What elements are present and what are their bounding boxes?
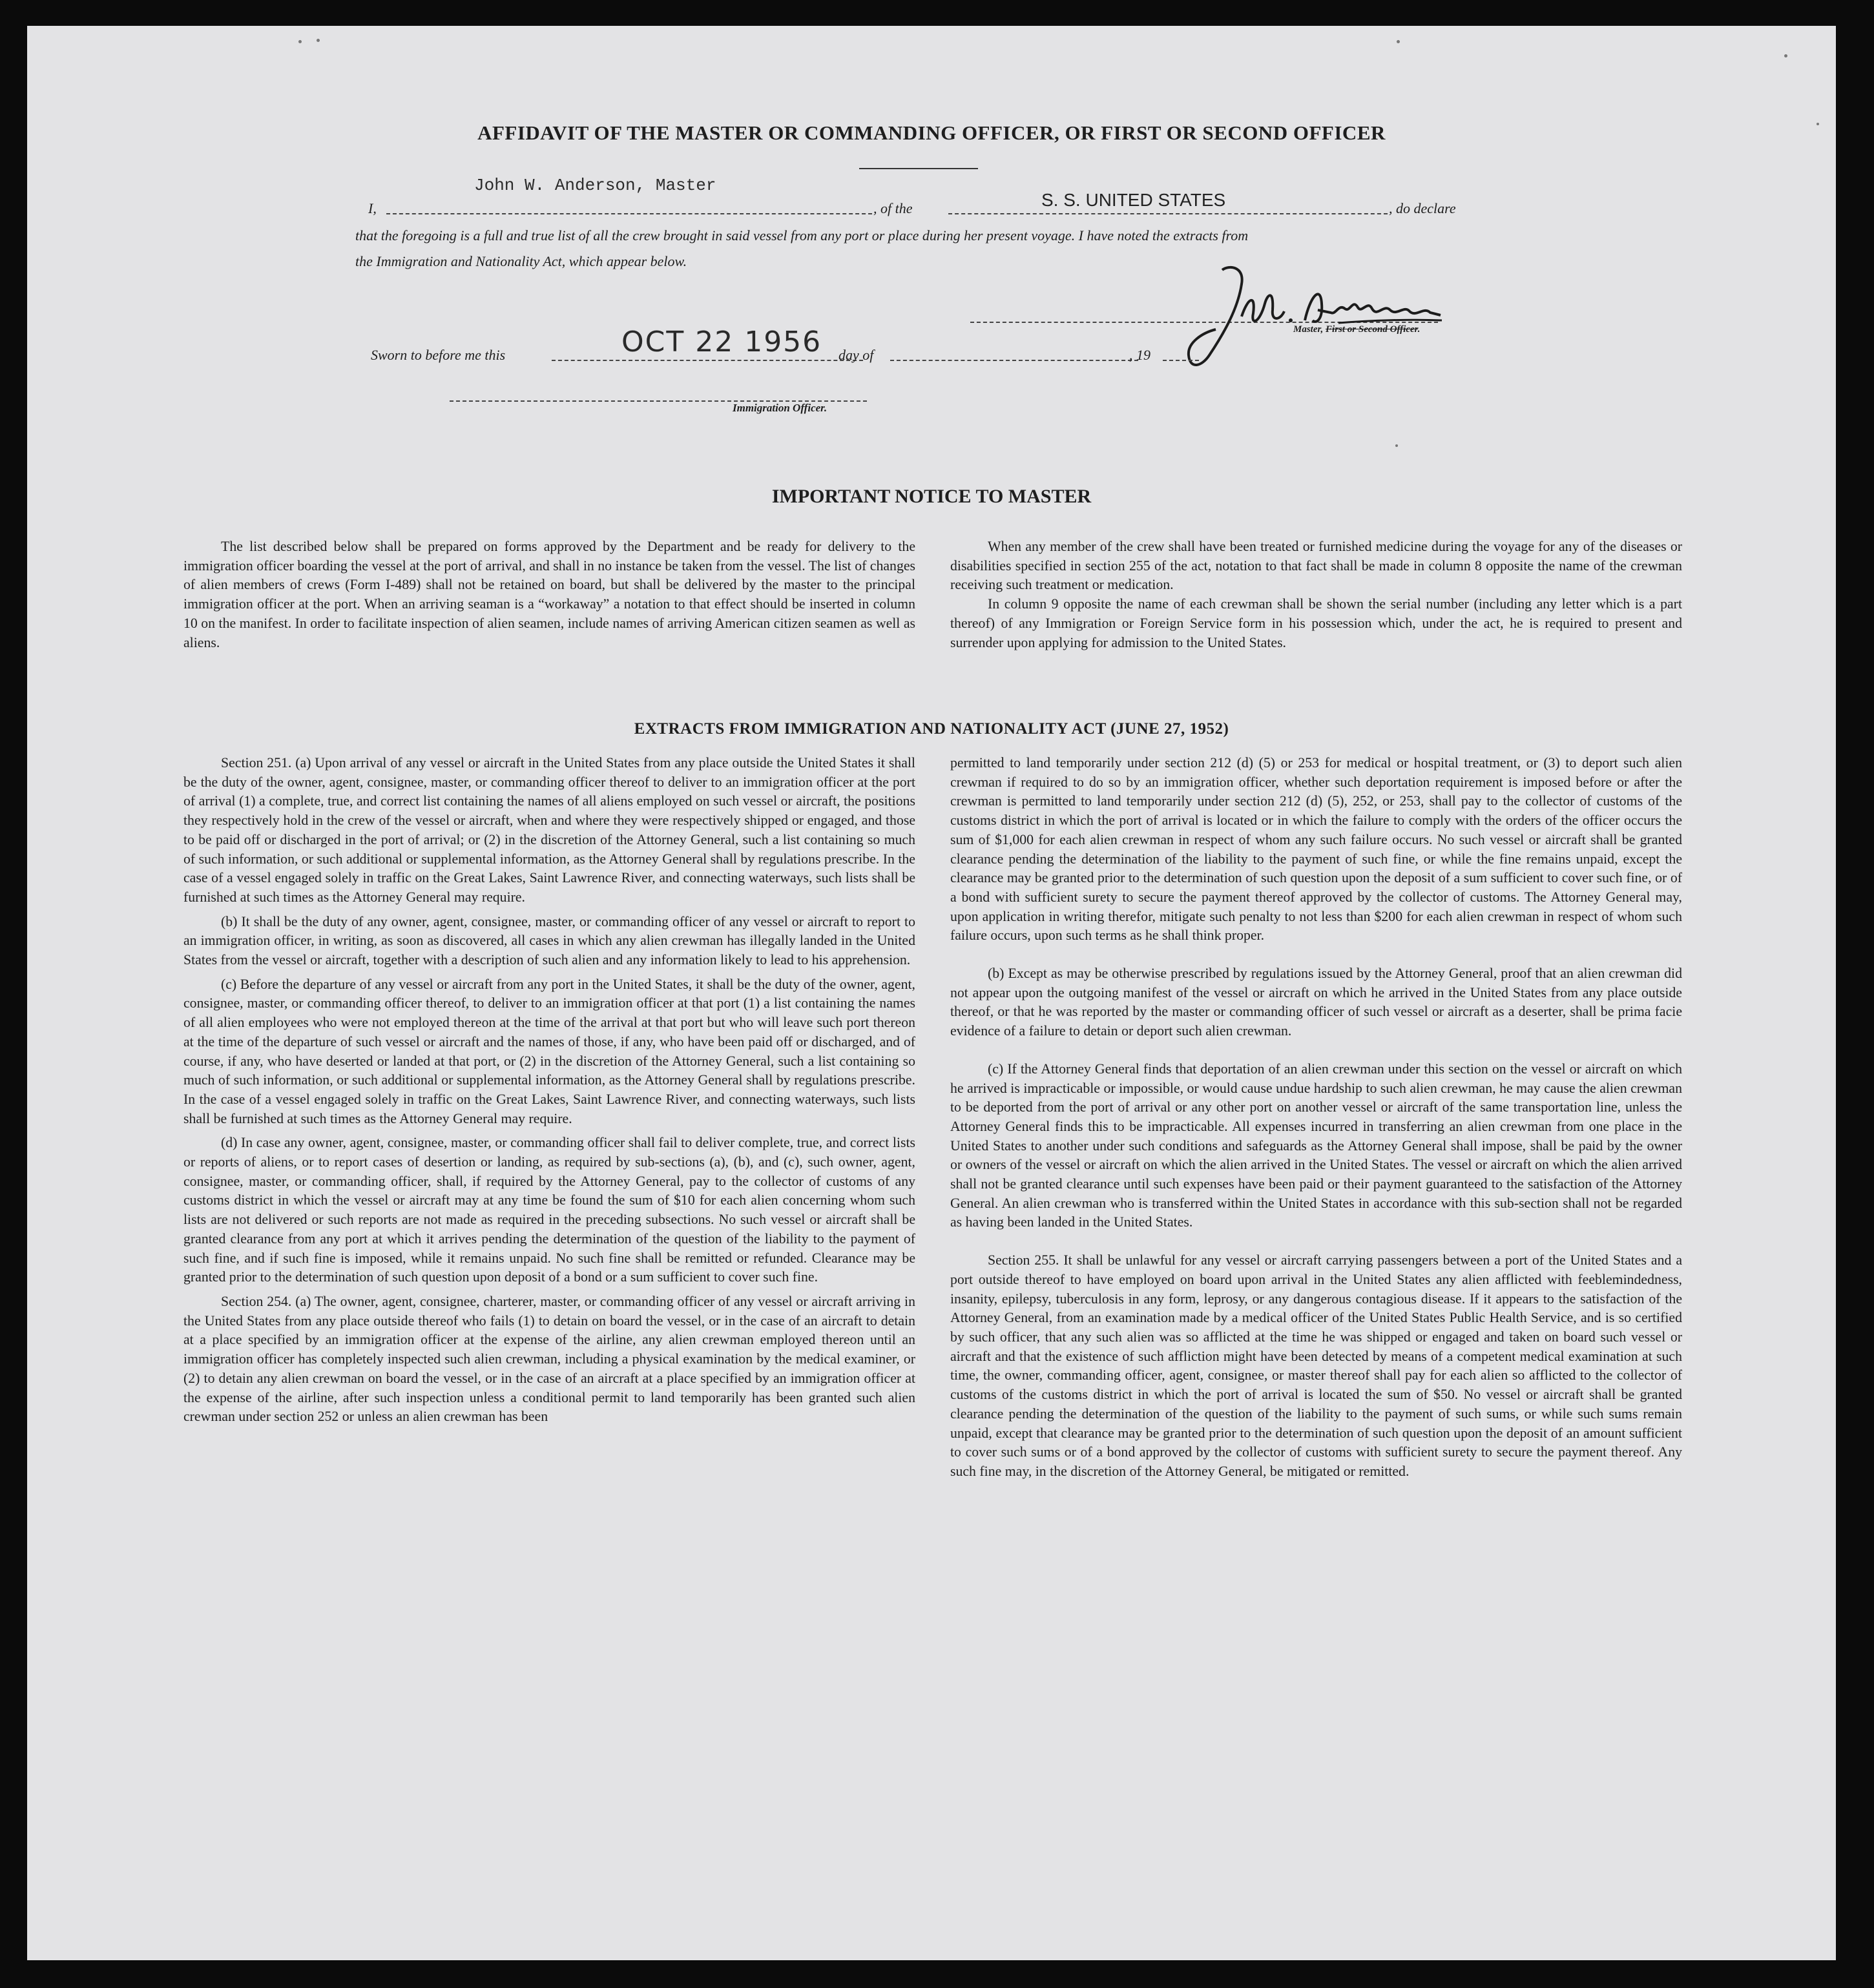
statute-paragraph: Section 251. (a) Upon arrival of any vessel or aircraft in the United States from any place outside the United States it shall be the duty of the owner, agent, consignee, master, or commanding officer thereof to deliver to an immigration officer at the port of arrival (1) a complete, true, and correct list containing the names of all aliens employed on such vessel or aircraft, the positions they respectively hold in the crew of the vessel or aircraft, when and where they were respectively shipped or engaged, and those to be paid off or discharged in the port of arrival; or (2) in the discretion of the Attorney General, such a list containing so much of such information, or such additional or supplemental information, as the Attorney General shall by regulations prescribe. In the case of a vessel engaged solely in traffic on the Great Lakes, Saint Lawrence River, and connecting waterways, such lists shall be furnished at such times as the Attorney General may require. <box>183 755 915 905</box>
notice-paragraph: When any member of the crew shall have been treated or furnished medicine during the voyage for any of the diseases or disabilities specified in section 255 of the act, notation to that fact shall be made in column 8 opposite the name of the crewman receiving such treatment or medication. <box>950 539 1682 593</box>
extracts-title: EXTRACTS FROM IMMIGRATION AND NATIONALITY ACT (JUNE 27, 1952) <box>634 720 1229 738</box>
day-of-label: day of <box>838 347 874 363</box>
i-label: I, <box>368 200 377 216</box>
statute-paragraph: (b) Except as may be otherwise prescribed by regulations issued by the Attorney General, proof that an alien crewman did not appear upon the outgoing manifest of the vessel or aircraft on which he arrived in the United States from any place outside thereof, or that he was reported by the master or commanding officer of such vessel or aircraft as a deserter, shall be prima facie evidence of a failure to detain or deport such alien crewman. <box>950 966 1682 1039</box>
statute-paragraph: (c) If the Attorney General finds that deportation of an alien crewman under this section on the vessel or aircraft on which he arrived is impracticable or impossible, or would cause undue hardship to such alien crewman, he may cause the alien crewman to be deported from the port of arrival or any other port on another vessel or aircraft of the same transportation line, unless the Attorney General finds this to be impracticable. All expenses incurred in transferring an alien crewman from one place in the United States to another under such conditions and safeguards as the Attorney General shall impose, shall be paid by the owner or owners of the vessel or aircraft on which the alien arrived in the United States. The vessel or aircraft on which the alien arrived shall not be granted clearance until such expenses have been paid or their payment guaranteed to the satisfaction of the Attorney General. An alien crewman who is transferred within the United States in accordance with this sub-section shall not be regarded as having been landed in the United States. <box>950 1061 1682 1230</box>
notice-paragraph: The list described below shall be prepared on forms approved by the Department and be ready for delivery to the immigration officer boarding the vessel at the port of arrival, and shall in no instance be taken from the vessel. The list of changes of alien members of crews (Form I-489) shall not be retained on board, but shall be delivered by the master to the principal immigration officer at the port. When an arriving seaman is a “workaway” a notation to that effect should be inserted in column 10 on the manifest. In order to facilitate inspection of alien seamen, include names of arriving American citizen seamen as well as aliens. <box>183 539 915 650</box>
do-declare-label: , do declare <box>1389 200 1456 216</box>
notice-title: IMPORTANT NOTICE TO MASTER <box>771 486 1092 507</box>
of-the-label: , of the <box>873 200 913 216</box>
signature-caption-prefix: Master, <box>1293 324 1326 335</box>
year-label: , 19 <box>1129 347 1150 363</box>
scan-speck <box>1817 123 1819 125</box>
signature-caption <box>1293 324 1420 335</box>
statute-paragraph: (b) It shall be the duty of any owner, agent, consignee, master, or commanding officer of any vessel or aircraft to report to an immigration officer, in writing, as soon as discovered, all cases in which any alien crewman has illegally landed in the United States from the vessel or aircraft, together with a description of such alien and any information likely to lead to his apprehension. <box>183 913 915 968</box>
sworn-label: Sworn to before me this <box>371 347 506 363</box>
notice-right-column <box>950 537 1682 652</box>
master-name-typed: John W. Anderson, Master <box>474 176 716 195</box>
month-line <box>890 360 1138 361</box>
vessel-name-line <box>948 213 1388 214</box>
extracts-left-column <box>183 754 915 1427</box>
statute-paragraph: (d) In case any owner, agent, consignee, master, or commanding officer shall fail to deliver complete, true, and correct lists or reports of aliens, or to report cases of desertion or landing, as required by sub-sections (a), (b), and (c), such owner, agent, consignee, master, or commanding officer, shall, if required by the Attorney General, pay to the collector of customs of any customs district in which the vessel or aircraft may at any time be found the sum of $10 for each alien concerning whom such lists are not delivered or such reports are not made as required in the preceding subsections. No such vessel or aircraft shall be granted clearance from any port at which it arrives pending the determination of the question of the liability to the payment of such fine, and if such fine is imposed, while it remains unpaid. No such fine shall be remitted or refunded. Clearance may be granted prior to the determination of such question upon deposit of a bond or a sum sufficient to cover such fine. <box>183 1135 915 1285</box>
notice-left-column <box>183 537 915 652</box>
extracts-right-column <box>950 754 1682 1482</box>
declaration-line-1: that the foregoing is a full and true list of all the crew brought in said vessel from any port or place during her present voyage. I have noted the extracts from <box>355 227 1249 243</box>
scan-speck <box>1395 444 1398 447</box>
master-name-line <box>386 213 872 214</box>
year-line <box>1163 360 1199 361</box>
sworn-date-stamp: OCT 22 1956 <box>621 326 822 358</box>
statute-paragraph: Section 254. (a) The owner, agent, consignee, charterer, master, or commanding officer of any vessel or aircraft arriving in the United States from any place outside thereof who fails (1) to detain on board the vessel, or in the case of an aircraft to detain at a place specified by an immigration officer at the expense of the airline, any alien crewman employed thereon until an immigration officer has completely inspected such alien crewman, including a physical examination by the medical examiner, or (2) to detain any alien crewman on board the vessel, or in the case of an aircraft at a place specified by an immigration officer at the expense of the airline, after such inspection unless a conditional permit to land temporarily has been granted such alien crewman under section 252 or unless an alien crewman has been <box>183 1293 915 1425</box>
document-page <box>27 26 1836 1960</box>
sworn-date-line <box>552 360 863 361</box>
scan-speck <box>298 40 302 43</box>
declaration-line-2: the Immigration and Nationality Act, which appear below. <box>355 253 687 269</box>
signature-image <box>1183 258 1455 375</box>
scan-speck <box>1784 54 1787 57</box>
scan-speck <box>317 39 320 42</box>
statute-paragraph: (c) Before the departure of any vessel or aircraft from any port in the United States, it shall be the duty of the owner, agent, consignee, master, or commanding officer thereof, to deliver to an immigration officer at that port (1) a list containing the names of all alien employees who were not employed thereon at the time of the arrival at that port but who will leave such port thereon at the time of the departure of such vessel or aircraft and the names of those, if any, who have been paid off or discharged, and of course, if any, who have deserted or landed at that port, or (2) in the discretion of the Attorney General, such a list containing so much of such information, or such additional or supplemental information, as the Attorney General shall by regulations prescribe. In the case of a vessel engaged solely in traffic on the Great Lakes, Saint Lawrence River, and connecting waterways, such lists shall be furnished at such times as the Attorney General may require. <box>183 976 915 1126</box>
statute-paragraph: permitted to land temporarily under section 212 (d) (5) or 253 for medical or hospital treatment, or (3) to deport such alien crewman if required to do so by an immigration officer, whether such deportation requirement is imposed before or after the crewman is permitted to land temporarily under section 212 (d) (5), 252, or 253, shall pay to the collector of customs of the customs district in which the port of arrival is located or in which the failure to comply with the orders of the officer occurs the sum of $1,000 for each alien crewman in respect of whom any such failure occurs. No such vessel or aircraft shall be granted clearance pending the determination of the liability to the payment of such fine, or while the fine remains unpaid, except the clearance may be granted prior to the determination of such question upon the deposit of a sum sufficient to cover such fine, or of a bond with sufficient surety to secure the payment thereof approved by the collector of customs. The Attorney General may, upon application in writing therefor, mitigate such penalty to not less than $200 for each alien crewman in respect of whom such failure occurs, upon such terms as he shall think proper. <box>950 755 1682 944</box>
title-divider <box>859 168 978 169</box>
vessel-name: S. S. UNITED STATES <box>1041 190 1226 210</box>
statute-paragraph: Section 255. It shall be unlawful for any vessel or aircraft carrying passengers between a port of the United States and a port outside thereof to have employed on board upon arrival in the United States any alien afflicted with feeblemindedness, insanity, epilepsy, tuberculosis in any form, leprosy, or any dangerous contagious disease. If it appears to the satisfaction of the Attorney General, from an examination made by a medical officer of the United States Public Health Service, and is so certified by such officer, that any such alien was so afflicted at the time he was shipped or engaged and taken on board such vessel or aircraft and that the existence of such affliction might have been detected by means of a competent medical examination at such time, the owner, commanding officer, agent, consignee, or master thereof shall pay for each alien so afflicted to the collector of customs of the customs district in which the port of arrival is located the sum of $50. No vessel or aircraft shall be granted clearance pending the determination of the question of the liability to the payment of such sums, or while such sums remain unpaid, except that clearance may be granted prior to the determination of such question upon the deposit of an amount sufficient to cover such sums or of a bond approved by the collector of customs with sufficient surety to secure the payment thereof. Any such fine may, in the discretion of the Attorney General, be mitigated or remitted. <box>950 1252 1682 1479</box>
signature-caption-struck: First or Second Officer <box>1326 324 1418 335</box>
affidavit-title: AFFIDAVIT OF THE MASTER OR COMMANDING OFFICER, OR FIRST OR SECOND OFFICER <box>477 121 1386 144</box>
scan-speck <box>1397 40 1400 43</box>
signature-caption-suffix: . <box>1417 324 1421 335</box>
immigration-officer-label: Immigration Officer. <box>733 402 828 414</box>
notice-paragraph: In column 9 opposite the name of each crewman shall be shown the serial number (including any letter which is a part thereof) of any Immigration or Foreign Service form in his possession which, under the act, he is required to present and surrender upon applying for admission to the United States. <box>950 596 1682 650</box>
